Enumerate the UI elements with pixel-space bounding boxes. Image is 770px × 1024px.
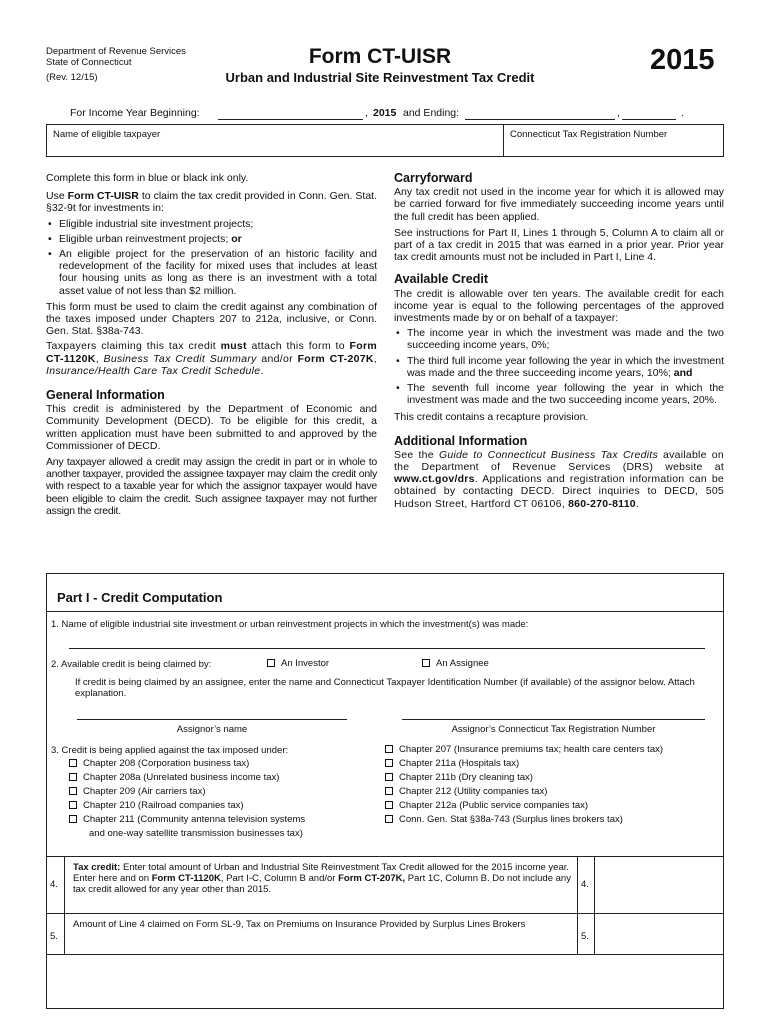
registration-number-field[interactable] [504, 125, 723, 156]
use-form-paragraph: Use Form CT-UISR to claim the tax credit provided in Conn. Gen. Stat. §32-9t for investments in: [46, 190, 378, 215]
line-number-column-divider [64, 856, 65, 954]
chapter-checkbox[interactable] [385, 773, 393, 781]
chapter-option[interactable]: Conn. Gen. Stat §38a-743 (Surplus lines brokers tax) [385, 814, 663, 828]
decd-phone: 860-270-8110 [568, 497, 636, 510]
chapter-checkbox[interactable] [69, 801, 77, 809]
assignee-option[interactable]: An Assignee [422, 658, 489, 669]
assignor-registration-label: Assignor’s Connecticut Tax Registration Number [451, 724, 656, 735]
chapter-checkbox[interactable] [69, 787, 77, 795]
available-credit-paragraph: The credit is allowable over ten years. The available credit for each income year is equal to the following percentages of the approved investments made by or on behalf of a taxpayer: [394, 287, 724, 325]
percentage-list [394, 327, 724, 406]
income-year-beginning-label: For Income Year Beginning: [70, 107, 200, 119]
carryforward-paragraph-1: Any tax credit not used in the income year for which it is allowed may be carried forward for five immediately succeeding income years until the full credit has been applied. [394, 186, 724, 223]
additional-information-paragraph: See the Guide to Connecticut Business Tax Credits available on the Department of Revenue Services (DRS) website at www.ct.gov/drs. Applications and registration information can be obtained by contacting DECD. Direct inquiries to DECD, 505 Hudson Street, Hartford CT 06106, 860-270-8110. [394, 448, 724, 510]
chapter-checkbox[interactable] [69, 773, 77, 781]
chapter-option[interactable]: Chapter 211b (Dry cleaning tax) [385, 772, 663, 786]
chapter-checkbox[interactable] [69, 815, 77, 823]
line5-number-right: 5. [581, 931, 589, 942]
chapter-checkbox[interactable] [385, 787, 393, 795]
chapters-left-list [69, 758, 305, 842]
chapter-checkbox[interactable] [385, 745, 393, 753]
income-year-bold: 2015 [373, 107, 397, 119]
line5-bottom-border [47, 954, 723, 955]
instructions-right-column [394, 172, 724, 510]
line2-assignee-note: If credit is being claimed by an assignee, enter the name and Connecticut Taxpayer Identification Number (if available) of the assignor below. Attach explanation. [75, 677, 695, 699]
income-year-beginning-field[interactable] [218, 119, 363, 120]
available-credit-heading: Available Credit [394, 272, 489, 287]
list-item: • The income year in which the investment was made and the two succeeding income years, 0%; [394, 327, 724, 351]
line3-label: 3. Credit is being applied against the tax imposed under: [51, 745, 289, 756]
part1-title-divider [47, 611, 723, 612]
carryforward-paragraph-2: See instructions for Part II, Lines 1 through 5, Column A to claim all or part of a tax credit in 2015 that was earned in a prior year. Prior year tax credit amounts must not be included in Part I, Line 4. [394, 226, 724, 264]
taxpayer-info-box [46, 124, 724, 157]
attach-form-paragraph: Taxpayers claiming this tax credit must attach this form to Form CT-1120K, Business Tax Credit Summary and/or Form CT-207K, Insurance/Health Care Tax Credit Schedule. [46, 340, 377, 377]
chapter-checkbox[interactable] [69, 759, 77, 767]
chapter-option[interactable]: Chapter 211a (Hospitals tax) [385, 758, 663, 772]
line5-amount-field[interactable] [595, 914, 723, 954]
income-year-ending-label: and Ending: [403, 107, 460, 119]
chapter-checkbox[interactable] [385, 815, 393, 823]
income-year-period: . [681, 107, 684, 119]
chapter-checkbox[interactable] [385, 759, 393, 767]
list-item: • Eligible urban reinvestment projects; or [46, 233, 377, 245]
chapter-option[interactable]: Chapter 212 (Utility companies tax) [385, 786, 663, 800]
chapter-option[interactable]: Chapter 208a (Unrelated business income tax) [69, 772, 305, 786]
chapter-option[interactable]: Chapter 208 (Corporation business tax) [69, 758, 305, 772]
investor-option[interactable]: An Investor [267, 658, 329, 669]
chapter-option[interactable]: Chapter 211 (Community antenna television systems [69, 814, 305, 828]
chapters-right-list [385, 744, 663, 828]
taxpayer-name-field[interactable] [47, 125, 503, 156]
income-year-ending-year-field[interactable] [622, 119, 676, 120]
assignor-name-label: Assignor’s name [176, 724, 248, 735]
part1-title: Part I - Credit Computation [57, 590, 223, 605]
line4-description: Tax credit: Enter total amount of Urban and Industrial Site Reinvestment Tax Credit allowed for the 2015 income year. Enter here and on Form CT-1120K, Part I-C, Column B and/or Form CT-207K, Part 1C, Column B. Do not include any tax credit allowed for any year other than 2015. [73, 862, 571, 895]
eligible-projects-list [46, 218, 377, 297]
form-title: Form CT-UISR [308, 45, 452, 68]
form-usage-paragraph: This form must be used to claim the credit against any combination of the taxes imposed under Chapters 207 to 212a, inclusive, or Conn. Gen. Stat. §38a-743. [46, 300, 377, 338]
assignee-checkbox[interactable] [422, 659, 430, 667]
line4-number-right: 4. [581, 879, 589, 890]
department-label: Department of Revenue Services [46, 46, 186, 57]
list-item: • The seventh full income year following the year in which the investment was made and the two succeeding income years, 20%. [394, 382, 724, 406]
income-year-comma-2: , [617, 107, 620, 119]
ink-instruction: Complete this form in blue or black ink only. [46, 172, 249, 184]
income-year-ending-field[interactable] [465, 119, 615, 120]
general-information-paragraph: This credit is administered by the Department of Economic and Community Development (DECD). To be eligible for this credit, a written application must have been submitted to and approved by the Commissioner of DECD. [46, 403, 377, 452]
chapter-211-continuation: and one-way satellite transmission businesses tax) [89, 828, 303, 839]
line2-label: 2. Available credit is being claimed by: [51, 659, 212, 670]
amount-label-column-divider [577, 856, 578, 954]
assignor-name-field[interactable] [77, 719, 347, 720]
list-item: • The third full income year following the year in which the investment was made and the three succeeding income years, 10%; and [394, 355, 724, 379]
general-information-heading: General Information [46, 388, 165, 403]
tax-year: 2015 [650, 44, 715, 76]
form-subtitle: Urban and Industrial Site Reinvestment Tax Credit [225, 70, 535, 85]
assignment-paragraph: Any taxpayer allowed a credit may assign the credit in part or in whole to another taxpayer, provided the assignee taxpayer may claim the credit only with respect to a taxable year for which the assignor taxpayer would have been eligible to claim the credit. Such assignee taxpayer may not further assign the credit. [46, 456, 377, 517]
taxpayer-name-label: Name of eligible taxpayer [53, 129, 161, 140]
recapture-note: This credit contains a recapture provision. [394, 411, 589, 424]
revision-label: (Rev. 12/15) [46, 72, 98, 83]
drs-website-link[interactable]: www.ct.gov/drs [394, 473, 475, 486]
chapter-option[interactable]: Chapter 209 (Air carriers tax) [69, 786, 305, 800]
list-item: • An eligible project for the preservation of an historic facility and redevelopment of the facility for mixed uses that includes at least four housing units as long as there is an investment with a total asset value of not less than $2 million. [46, 248, 377, 297]
chapter-checkbox[interactable] [385, 801, 393, 809]
line5-number: 5. [50, 931, 58, 942]
chapter-option[interactable]: Chapter 207 (Insurance premiums tax; health care centers tax) [385, 744, 663, 758]
line1-project-name-field[interactable] [69, 648, 705, 649]
chapter-option[interactable]: Chapter 212a (Public service companies tax) [385, 800, 663, 814]
state-label: State of Connecticut [46, 57, 132, 68]
line5-description: Amount of Line 4 claimed on Form SL-9, Tax on Premiums on Insurance Provided by Surplus Lines Brokers [73, 919, 526, 930]
line4-amount-field[interactable] [595, 857, 723, 913]
investor-checkbox[interactable] [267, 659, 275, 667]
income-year-comma-1: , [365, 107, 368, 119]
line1-label: 1. Name of eligible industrial site investment or urban reinvestment projects in which the investment(s) was made: [51, 619, 529, 630]
assignor-registration-field[interactable] [402, 719, 705, 720]
carryforward-heading: Carryforward [394, 171, 473, 185]
chapter-option[interactable]: Chapter 210 (Railroad companies tax) [69, 800, 305, 814]
instructions-left-column [46, 172, 377, 517]
line4-number: 4. [50, 879, 58, 890]
part1-box [46, 573, 724, 1009]
registration-number-label: Connecticut Tax Registration Number [510, 129, 668, 140]
additional-information-heading: Additional Information [394, 433, 528, 448]
list-item: • Eligible industrial site investment projects; [46, 218, 377, 230]
